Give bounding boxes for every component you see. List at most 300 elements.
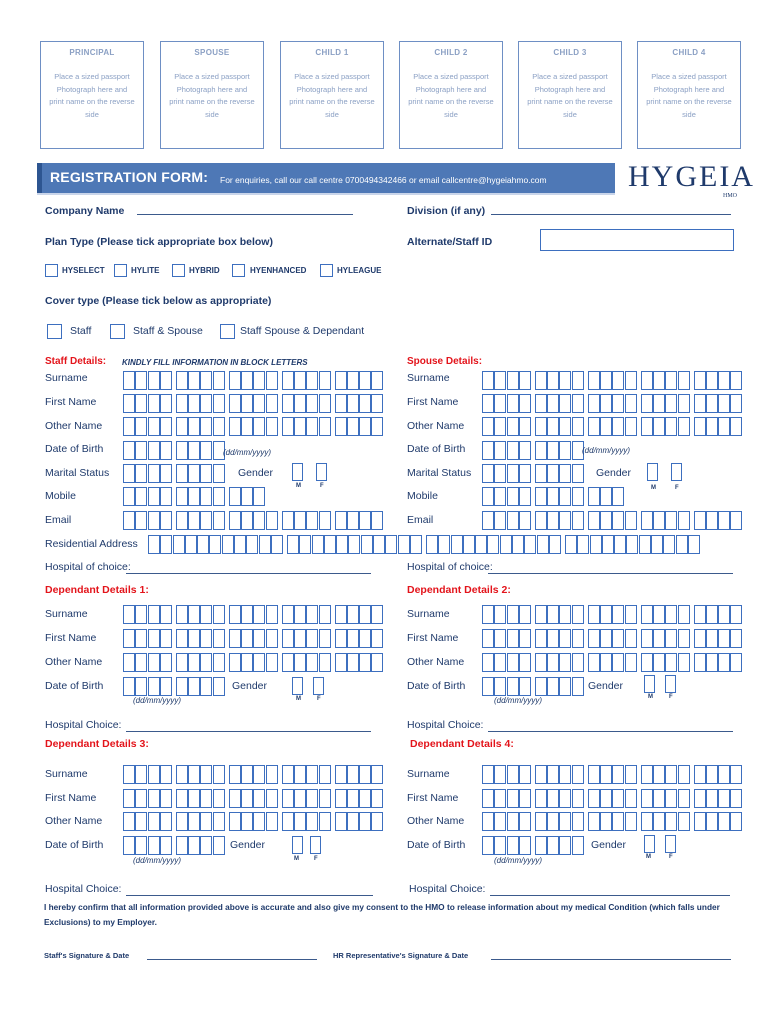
char-cell[interactable] — [612, 394, 624, 413]
char-cell[interactable] — [371, 653, 383, 672]
char-cell[interactable] — [294, 653, 306, 672]
char-cell[interactable] — [665, 394, 677, 413]
char-cell[interactable] — [494, 836, 506, 855]
char-cell[interactable] — [160, 765, 172, 784]
char-cell[interactable] — [197, 535, 209, 554]
char-cell[interactable] — [535, 441, 547, 460]
char-cell[interactable] — [438, 535, 450, 554]
char-cell[interactable] — [373, 535, 385, 554]
char-cell[interactable] — [600, 629, 612, 648]
char-cell[interactable] — [535, 789, 547, 808]
char-cell[interactable] — [229, 653, 241, 672]
char-cell[interactable] — [229, 511, 241, 530]
char-cell[interactable] — [123, 464, 135, 483]
char-cell[interactable] — [185, 535, 197, 554]
char-cell[interactable] — [625, 511, 637, 530]
char-cell[interactable] — [547, 605, 559, 624]
char-cell[interactable] — [626, 535, 638, 554]
char-cell[interactable] — [241, 789, 253, 808]
company-name-field[interactable] — [137, 214, 353, 215]
plan-checkbox-hybrid[interactable] — [172, 264, 185, 277]
char-cell[interactable] — [559, 789, 571, 808]
dep4-gender-m-box[interactable] — [644, 835, 655, 853]
char-cell[interactable] — [410, 535, 422, 554]
char-cell[interactable] — [678, 605, 690, 624]
char-cell[interactable] — [319, 789, 331, 808]
char-cell[interactable] — [730, 394, 742, 413]
char-cell[interactable] — [507, 605, 519, 624]
char-cell[interactable] — [335, 812, 347, 831]
char-cell[interactable] — [590, 535, 602, 554]
char-cell[interactable] — [234, 535, 246, 554]
char-cell[interactable] — [612, 371, 624, 390]
spouse-dob-cells[interactable] — [482, 441, 584, 460]
char-cell[interactable] — [572, 371, 584, 390]
char-cell[interactable] — [559, 765, 571, 784]
char-cell[interactable] — [494, 653, 506, 672]
char-cell[interactable] — [625, 789, 637, 808]
char-cell[interactable] — [678, 653, 690, 672]
char-cell[interactable] — [135, 653, 147, 672]
char-cell[interactable] — [200, 605, 212, 624]
char-cell[interactable] — [282, 789, 294, 808]
char-cell[interactable] — [524, 535, 536, 554]
char-cell[interactable] — [665, 417, 677, 436]
char-cell[interactable] — [625, 417, 637, 436]
char-cell[interactable] — [653, 605, 665, 624]
char-cell[interactable] — [148, 653, 160, 672]
char-cell[interactable] — [494, 511, 506, 530]
char-cell[interactable] — [572, 812, 584, 831]
char-cell[interactable] — [135, 605, 147, 624]
char-cell[interactable] — [547, 394, 559, 413]
char-cell[interactable] — [176, 464, 188, 483]
char-cell[interactable] — [718, 417, 730, 436]
char-cell[interactable] — [229, 394, 241, 413]
spouse-hospital-field[interactable] — [488, 573, 733, 574]
char-cell[interactable] — [213, 765, 225, 784]
char-cell[interactable] — [482, 653, 494, 672]
char-cell[interactable] — [718, 789, 730, 808]
char-cell[interactable] — [294, 765, 306, 784]
char-cell[interactable] — [253, 487, 265, 506]
char-cell[interactable] — [229, 789, 241, 808]
char-cell[interactable] — [625, 812, 637, 831]
char-cell[interactable] — [482, 812, 494, 831]
char-cell[interactable] — [135, 836, 147, 855]
char-cell[interactable] — [678, 371, 690, 390]
char-cell[interactable] — [371, 511, 383, 530]
char-cell[interactable] — [347, 605, 359, 624]
char-cell[interactable] — [213, 629, 225, 648]
dep1-hospital-field[interactable] — [126, 731, 371, 732]
char-cell[interactable] — [612, 417, 624, 436]
char-cell[interactable] — [625, 605, 637, 624]
dep2-gender-m-box[interactable] — [644, 675, 655, 693]
char-cell[interactable] — [507, 417, 519, 436]
char-cell[interactable] — [335, 765, 347, 784]
char-cell[interactable] — [347, 765, 359, 784]
char-cell[interactable] — [577, 535, 589, 554]
char-cell[interactable] — [213, 836, 225, 855]
hr-signature-field[interactable] — [491, 959, 731, 960]
char-cell[interactable] — [123, 417, 135, 436]
char-cell[interactable] — [535, 677, 547, 696]
char-cell[interactable] — [547, 789, 559, 808]
char-cell[interactable] — [600, 371, 612, 390]
char-cell[interactable] — [306, 394, 318, 413]
char-cell[interactable] — [535, 511, 547, 530]
char-cell[interactable] — [535, 629, 547, 648]
char-cell[interactable] — [160, 812, 172, 831]
char-cell[interactable] — [188, 629, 200, 648]
char-cell[interactable] — [507, 511, 519, 530]
char-cell[interactable] — [335, 394, 347, 413]
char-cell[interactable] — [347, 394, 359, 413]
dep4-dob-cells[interactable] — [482, 836, 584, 855]
char-cell[interactable] — [148, 371, 160, 390]
char-cell[interactable] — [213, 653, 225, 672]
char-cell[interactable] — [335, 629, 347, 648]
char-cell[interactable] — [176, 653, 188, 672]
char-cell[interactable] — [547, 765, 559, 784]
char-cell[interactable] — [678, 417, 690, 436]
char-cell[interactable] — [266, 371, 278, 390]
char-cell[interactable] — [160, 677, 172, 696]
char-cell[interactable] — [188, 371, 200, 390]
dep3-hospital-field[interactable] — [126, 895, 373, 896]
char-cell[interactable] — [475, 535, 487, 554]
char-cell[interactable] — [600, 765, 612, 784]
dep2-hospital-field[interactable] — [488, 731, 733, 732]
char-cell[interactable] — [253, 511, 265, 530]
char-cell[interactable] — [160, 417, 172, 436]
dep1-gender-m-box[interactable] — [292, 677, 303, 695]
char-cell[interactable] — [148, 511, 160, 530]
char-cell[interactable] — [507, 789, 519, 808]
char-cell[interactable] — [572, 677, 584, 696]
char-cell[interactable] — [641, 653, 653, 672]
char-cell[interactable] — [706, 765, 718, 784]
plan-checkbox-hyselect[interactable] — [45, 264, 58, 277]
char-cell[interactable] — [653, 417, 665, 436]
char-cell[interactable] — [519, 653, 531, 672]
char-cell[interactable] — [359, 417, 371, 436]
char-cell[interactable] — [135, 464, 147, 483]
char-cell[interactable] — [494, 812, 506, 831]
char-cell[interactable] — [282, 765, 294, 784]
char-cell[interactable] — [148, 677, 160, 696]
char-cell[interactable] — [135, 765, 147, 784]
char-cell[interactable] — [241, 765, 253, 784]
char-cell[interactable] — [294, 605, 306, 624]
char-cell[interactable] — [600, 394, 612, 413]
dep4-othername-cells[interactable] — [482, 812, 743, 831]
char-cell[interactable] — [306, 812, 318, 831]
cover-checkbox-staff-spouse[interactable] — [110, 324, 125, 339]
char-cell[interactable] — [266, 394, 278, 413]
staff-gender-f-box[interactable] — [316, 463, 327, 481]
char-cell[interactable] — [160, 789, 172, 808]
char-cell[interactable] — [306, 511, 318, 530]
char-cell[interactable] — [135, 789, 147, 808]
char-cell[interactable] — [188, 487, 200, 506]
char-cell[interactable] — [694, 417, 706, 436]
char-cell[interactable] — [588, 789, 600, 808]
staff-signature-field[interactable] — [147, 959, 317, 960]
char-cell[interactable] — [176, 441, 188, 460]
char-cell[interactable] — [665, 812, 677, 831]
char-cell[interactable] — [176, 417, 188, 436]
char-cell[interactable] — [535, 394, 547, 413]
char-cell[interactable] — [612, 487, 624, 506]
char-cell[interactable] — [588, 653, 600, 672]
char-cell[interactable] — [730, 417, 742, 436]
char-cell[interactable] — [694, 394, 706, 413]
char-cell[interactable] — [160, 653, 172, 672]
char-cell[interactable] — [213, 371, 225, 390]
char-cell[interactable] — [266, 812, 278, 831]
char-cell[interactable] — [612, 629, 624, 648]
char-cell[interactable] — [176, 394, 188, 413]
char-cell[interactable] — [123, 441, 135, 460]
plan-checkbox-hyenhanced[interactable] — [232, 264, 245, 277]
char-cell[interactable] — [507, 441, 519, 460]
char-cell[interactable] — [148, 812, 160, 831]
char-cell[interactable] — [663, 535, 675, 554]
char-cell[interactable] — [718, 371, 730, 390]
char-cell[interactable] — [507, 464, 519, 483]
char-cell[interactable] — [612, 653, 624, 672]
char-cell[interactable] — [176, 487, 188, 506]
char-cell[interactable] — [559, 629, 571, 648]
char-cell[interactable] — [694, 653, 706, 672]
staff-surname-cells[interactable] — [123, 371, 384, 390]
char-cell[interactable] — [535, 812, 547, 831]
char-cell[interactable] — [160, 629, 172, 648]
char-cell[interactable] — [572, 511, 584, 530]
char-cell[interactable] — [213, 511, 225, 530]
char-cell[interactable] — [625, 653, 637, 672]
char-cell[interactable] — [494, 765, 506, 784]
char-cell[interactable] — [588, 394, 600, 413]
char-cell[interactable] — [519, 765, 531, 784]
char-cell[interactable] — [123, 765, 135, 784]
char-cell[interactable] — [188, 789, 200, 808]
char-cell[interactable] — [335, 605, 347, 624]
char-cell[interactable] — [730, 371, 742, 390]
char-cell[interactable] — [135, 417, 147, 436]
staff-firstname-cells[interactable] — [123, 394, 384, 413]
char-cell[interactable] — [287, 535, 299, 554]
char-cell[interactable] — [572, 789, 584, 808]
char-cell[interactable] — [306, 605, 318, 624]
char-cell[interactable] — [507, 629, 519, 648]
char-cell[interactable] — [494, 441, 506, 460]
staff-dob-cells[interactable] — [123, 441, 225, 460]
dep1-othername-cells[interactable] — [123, 653, 384, 672]
char-cell[interactable] — [665, 653, 677, 672]
char-cell[interactable] — [398, 535, 410, 554]
char-cell[interactable] — [665, 789, 677, 808]
char-cell[interactable] — [200, 629, 212, 648]
char-cell[interactable] — [371, 605, 383, 624]
char-cell[interactable] — [535, 765, 547, 784]
char-cell[interactable] — [294, 812, 306, 831]
char-cell[interactable] — [176, 677, 188, 696]
char-cell[interactable] — [188, 394, 200, 413]
char-cell[interactable] — [371, 789, 383, 808]
cover-checkbox-staff-spouse-dependant[interactable] — [220, 324, 235, 339]
char-cell[interactable] — [188, 812, 200, 831]
char-cell[interactable] — [494, 677, 506, 696]
char-cell[interactable] — [572, 836, 584, 855]
char-cell[interactable] — [559, 605, 571, 624]
char-cell[interactable] — [294, 371, 306, 390]
char-cell[interactable] — [678, 394, 690, 413]
char-cell[interactable] — [612, 605, 624, 624]
char-cell[interactable] — [160, 836, 172, 855]
char-cell[interactable] — [653, 812, 665, 831]
char-cell[interactable] — [588, 487, 600, 506]
char-cell[interactable] — [319, 765, 331, 784]
char-cell[interactable] — [665, 371, 677, 390]
char-cell[interactable] — [547, 836, 559, 855]
char-cell[interactable] — [385, 535, 397, 554]
char-cell[interactable] — [148, 789, 160, 808]
char-cell[interactable] — [123, 836, 135, 855]
char-cell[interactable] — [507, 812, 519, 831]
char-cell[interactable] — [176, 511, 188, 530]
char-cell[interactable] — [519, 394, 531, 413]
char-cell[interactable] — [319, 511, 331, 530]
dep1-surname-cells[interactable] — [123, 605, 384, 624]
char-cell[interactable] — [135, 487, 147, 506]
char-cell[interactable] — [572, 605, 584, 624]
char-cell[interactable] — [494, 394, 506, 413]
char-cell[interactable] — [229, 371, 241, 390]
char-cell[interactable] — [482, 441, 494, 460]
char-cell[interactable] — [266, 629, 278, 648]
char-cell[interactable] — [253, 653, 265, 672]
char-cell[interactable] — [572, 653, 584, 672]
char-cell[interactable] — [507, 653, 519, 672]
char-cell[interactable] — [694, 511, 706, 530]
char-cell[interactable] — [549, 535, 561, 554]
char-cell[interactable] — [547, 812, 559, 831]
char-cell[interactable] — [253, 789, 265, 808]
char-cell[interactable] — [253, 605, 265, 624]
char-cell[interactable] — [294, 789, 306, 808]
char-cell[interactable] — [160, 464, 172, 483]
char-cell[interactable] — [282, 394, 294, 413]
char-cell[interactable] — [336, 535, 348, 554]
char-cell[interactable] — [706, 629, 718, 648]
staff-mobile-cells[interactable] — [123, 487, 266, 506]
char-cell[interactable] — [641, 812, 653, 831]
spouse-othername-cells[interactable] — [482, 417, 743, 436]
char-cell[interactable] — [294, 417, 306, 436]
char-cell[interactable] — [678, 511, 690, 530]
char-cell[interactable] — [306, 417, 318, 436]
char-cell[interactable] — [519, 789, 531, 808]
char-cell[interactable] — [507, 836, 519, 855]
char-cell[interactable] — [507, 677, 519, 696]
char-cell[interactable] — [306, 629, 318, 648]
char-cell[interactable] — [135, 371, 147, 390]
char-cell[interactable] — [494, 629, 506, 648]
char-cell[interactable] — [319, 605, 331, 624]
char-cell[interactable] — [494, 605, 506, 624]
char-cell[interactable] — [282, 511, 294, 530]
spouse-mobile-cells[interactable] — [482, 487, 625, 506]
spouse-surname-cells[interactable] — [482, 371, 743, 390]
char-cell[interactable] — [294, 394, 306, 413]
char-cell[interactable] — [651, 535, 663, 554]
char-cell[interactable] — [135, 629, 147, 648]
char-cell[interactable] — [706, 371, 718, 390]
char-cell[interactable] — [706, 653, 718, 672]
char-cell[interactable] — [676, 535, 688, 554]
char-cell[interactable] — [160, 605, 172, 624]
char-cell[interactable] — [282, 629, 294, 648]
char-cell[interactable] — [547, 511, 559, 530]
char-cell[interactable] — [519, 371, 531, 390]
char-cell[interactable] — [482, 511, 494, 530]
char-cell[interactable] — [160, 535, 172, 554]
char-cell[interactable] — [600, 789, 612, 808]
char-cell[interactable] — [588, 605, 600, 624]
char-cell[interactable] — [641, 605, 653, 624]
char-cell[interactable] — [347, 629, 359, 648]
dep3-gender-m-box[interactable] — [292, 836, 303, 854]
char-cell[interactable] — [135, 394, 147, 413]
char-cell[interactable] — [625, 629, 637, 648]
char-cell[interactable] — [730, 653, 742, 672]
char-cell[interactable] — [500, 535, 512, 554]
char-cell[interactable] — [559, 511, 571, 530]
char-cell[interactable] — [559, 812, 571, 831]
char-cell[interactable] — [565, 535, 577, 554]
char-cell[interactable] — [371, 394, 383, 413]
dep4-gender-f-box[interactable] — [665, 835, 676, 853]
char-cell[interactable] — [306, 765, 318, 784]
char-cell[interactable] — [266, 653, 278, 672]
char-cell[interactable] — [559, 371, 571, 390]
char-cell[interactable] — [653, 789, 665, 808]
char-cell[interactable] — [547, 487, 559, 506]
char-cell[interactable] — [547, 629, 559, 648]
char-cell[interactable] — [213, 677, 225, 696]
char-cell[interactable] — [229, 417, 241, 436]
char-cell[interactable] — [229, 487, 241, 506]
char-cell[interactable] — [507, 765, 519, 784]
char-cell[interactable] — [588, 812, 600, 831]
char-cell[interactable] — [294, 511, 306, 530]
char-cell[interactable] — [213, 464, 225, 483]
dep2-surname-cells[interactable] — [482, 605, 743, 624]
char-cell[interactable] — [600, 812, 612, 831]
spouse-email-cells[interactable] — [482, 511, 743, 530]
char-cell[interactable] — [319, 812, 331, 831]
char-cell[interactable] — [559, 464, 571, 483]
char-cell[interactable] — [319, 417, 331, 436]
char-cell[interactable] — [482, 605, 494, 624]
dep3-firstname-cells[interactable] — [123, 789, 384, 808]
char-cell[interactable] — [241, 653, 253, 672]
char-cell[interactable] — [694, 629, 706, 648]
char-cell[interactable] — [213, 394, 225, 413]
